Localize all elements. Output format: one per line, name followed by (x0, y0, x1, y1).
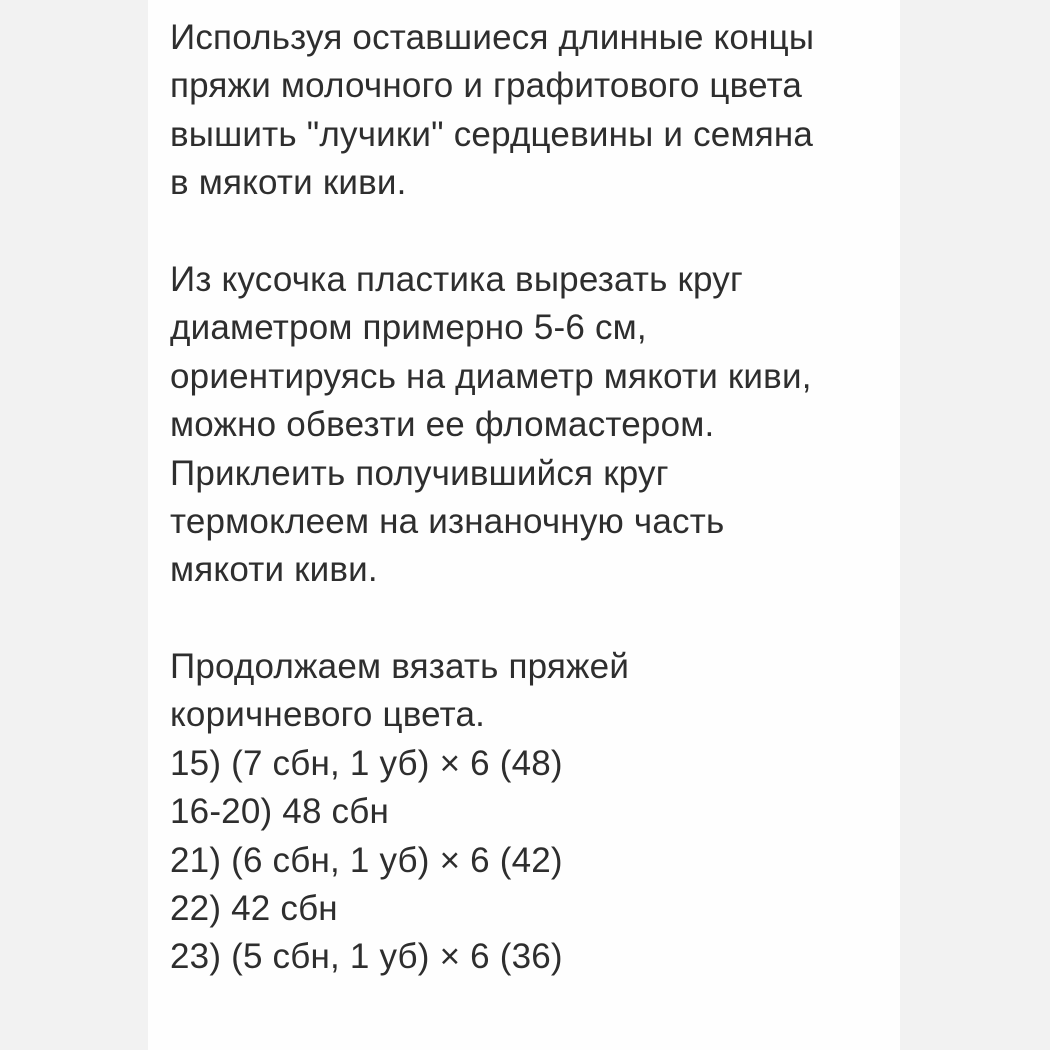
paragraph-embroidery (170, 14, 890, 208)
knitting-row: 23) (5 сбн, 1 уб) × 6 (36) (170, 937, 563, 977)
knitting-row: 16-20) 48 сбн (170, 792, 390, 832)
text-line: коричневого цвета. (170, 695, 486, 735)
text-line: мякоти киви. (170, 550, 378, 590)
text-line: вышить "лучики" сердцевины и семяна (170, 114, 814, 154)
text-line: можно обвезти ее фломастером. (170, 405, 715, 445)
paragraph-plastic-circle (170, 256, 890, 595)
text-line: Используя оставшиеся длинные концы (170, 18, 815, 57)
knitting-row: 22) 42 сбн (170, 889, 338, 929)
text-line: диаметром примерно 5-6 см, (170, 308, 647, 348)
paragraph-spacer (170, 208, 890, 256)
paragraph-continue-knitting (170, 643, 890, 740)
document-page (148, 0, 900, 1050)
knitting-row: 21) (6 сбн, 1 уб) × 6 (42) (170, 840, 563, 880)
instructions-text (170, 14, 890, 982)
paragraph-spacer (170, 595, 890, 643)
text-line: термоклеем на изнаночную часть (170, 501, 725, 541)
text-line: пряжи молочного и графитового цвета (170, 66, 803, 106)
knitting-rows-list (170, 740, 890, 982)
text-line: ориентируясь на диаметр мякоти киви, (170, 356, 812, 396)
text-line: Продолжаем вязать пряжей (170, 647, 630, 687)
text-line: Приклеить получившийся круг (170, 453, 669, 493)
text-line: Из кусочка пластика вырезать круг (170, 259, 743, 299)
knitting-row: 15) (7 сбн, 1 уб) × 6 (48) (170, 743, 563, 783)
text-line: в мякоти киви. (170, 163, 407, 203)
